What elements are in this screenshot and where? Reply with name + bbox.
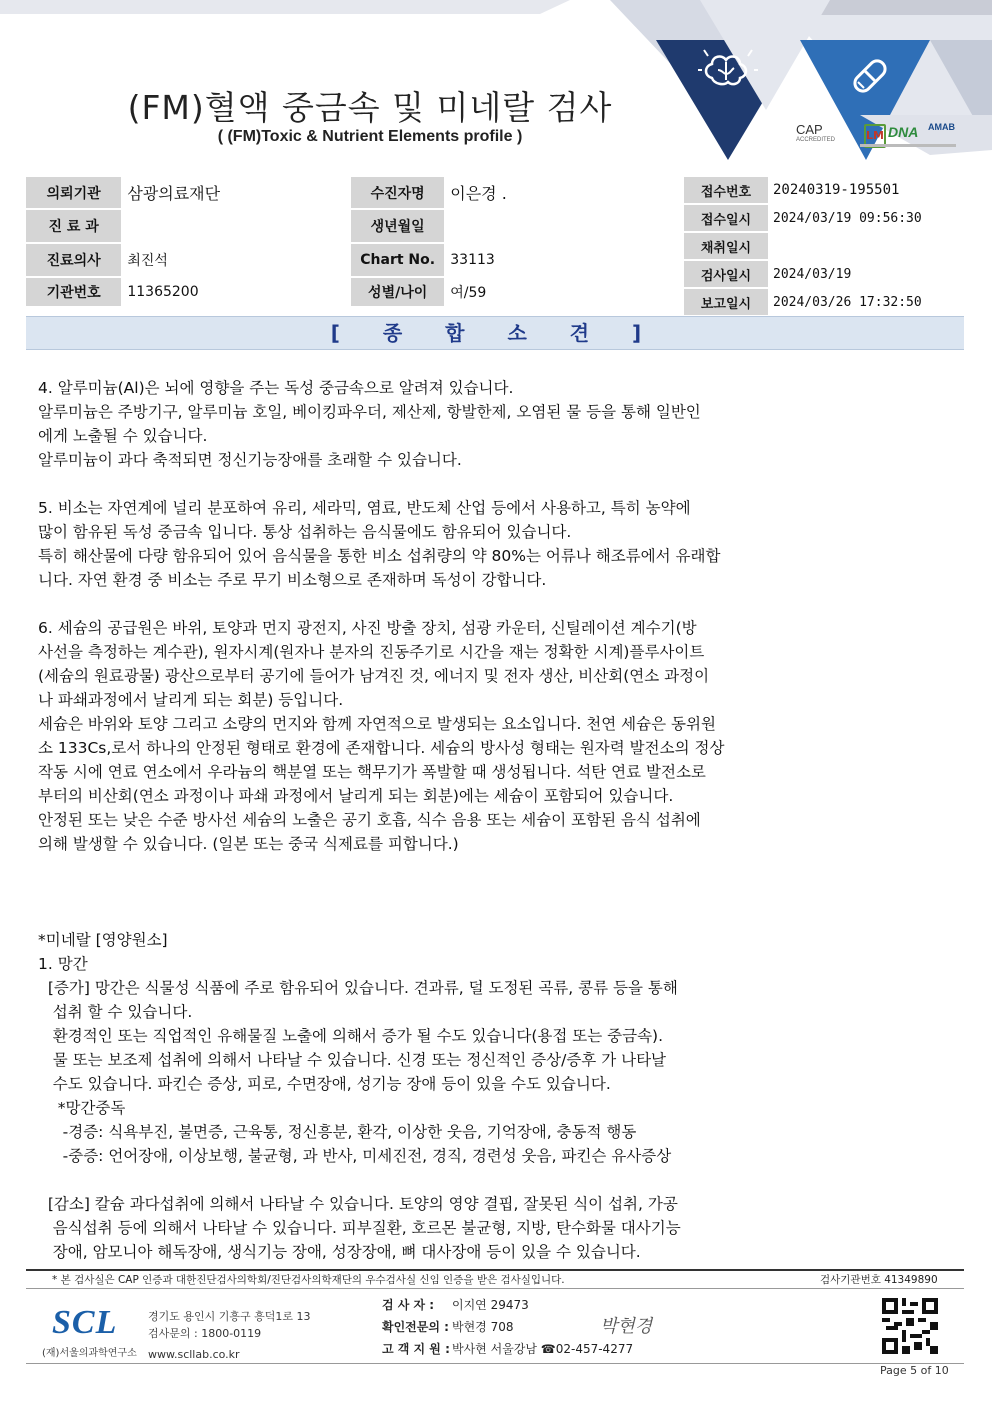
capsule-icon [846,52,894,100]
staff-value: 박현경 708 [452,1320,514,1334]
blank-line [38,856,938,880]
body-line: 사선을 측정하는 계수관), 원자시계(원자나 분자의 진동주기로 시간을 재는 정확한 시계)플루사이트 [38,643,705,661]
body-line: 6. 세슘의 공급원은 바위, 토양과 먼지 광전지, 사진 방출 장치, 섬광 카운터, 신틸레이션 계수기(방 [38,619,697,637]
body-line: 작동 시에 연료 연소에서 우라늄의 핵분열 또는 핵무기가 폭발할 때 생성됩니다. 석탄 연료 발전소로 [38,763,706,781]
staff-row [382,1294,633,1316]
body-line: 5. 비소는 자연계에 널리 분포하여 유리, 세라믹, 염료, 반도체 산업 등에서 사용하고, 특히 농약에 [38,499,691,517]
qr-code-icon [882,1298,938,1354]
body-line: 나 파쇄과정에서 날리게 되는 회분) 등입니다. [38,691,344,709]
amab-logo: AMAB [928,122,955,132]
body-line: 환경적인 또는 직업적인 유해물질 노출에 의해서 증가 될 수도 있습니다(용접 또는 중금속). [38,1027,664,1045]
receipt-value: 2024/03/26 17:32:50 [768,288,964,316]
body-line: 알루미늄은 주방기구, 알루미늄 호일, 베이킹파우더, 제산제, 항발한제, 오염된 물 등을 통해 일반인 [38,403,701,421]
lab-contact [148,1308,311,1363]
cap-logo: CAP ACCREDITED [796,122,836,143]
body-line: 알루미늄이 과다 축적되면 정신기능장애를 초래할 수 있습니다. [38,451,462,469]
logo-strip [860,144,956,147]
body-line: 1. 망간 [38,955,88,973]
accreditation-note: * 본 검사실은 CAP 인증과 대한진단검사의학회/진단검사의학재단의 우수검사실 신임 인증을 받은 검사실입니다. [52,1274,565,1286]
info-value: 최진석 [121,243,351,277]
receipt-row [684,260,964,288]
info-label: 진 료 과 [26,209,121,243]
receipt-label: 접수일시 [684,204,768,232]
staff-row [382,1338,633,1360]
body-line: 소 133Cs,로서 하나의 안정된 형태로 환경에 존재합니다. 세슘의 방사성 형태는 원자력 발전소의 정상 [38,739,725,757]
staff-value: 이지연 29473 [452,1298,529,1312]
page-number: Page 5 of 10 [880,1364,949,1377]
info-value: 이은경 . [444,177,674,209]
body-line: *미네랄 [영양원소] [38,931,168,949]
body-line: -경증: 식욕부진, 불면증, 근육통, 정신흥분, 환각, 이상한 웃음, 기억장애, 충동적 행동 [38,1123,637,1141]
info-label: 의뢰기관 [26,177,121,209]
staff-list [382,1294,633,1360]
staff-row [382,1316,633,1338]
info-row [26,277,674,307]
staff-label: 확인전문의 : [382,1320,449,1334]
page-title: (FM)혈액 중금속 및 미네랄 검사 [127,88,613,127]
body-line: 수도 있습니다. 파킨슨 증상, 피로, 수면장애, 성기능 장애 등이 있을 수도 있습니다. [38,1075,611,1093]
staff-label: 고 객 지 원 : [382,1342,450,1356]
info-value: 33113 [444,243,674,277]
receipt-label: 보고일시 [684,288,768,316]
footer-rule [26,1269,964,1271]
blank-line [38,880,938,904]
body-line: 많이 함유된 독성 중금속 입니다. 통상 섭취하는 음식물에도 함유되어 있습니다. [38,523,572,541]
staff-value: 박사현 서울강남 ☎02-457-4277 [452,1342,634,1356]
info-label: 생년월일 [351,209,444,243]
body-line: 세슘은 바위와 토양 그리고 소량의 먼지와 함께 자연적으로 발생되는 요소입니다. 천연 세슘은 동위원 [38,715,716,733]
body-line: [증가] 망간은 식물성 식품에 주로 함유되어 있습니다. 견과류, 덜 도정된 곡류, 콩류 등을 통해 [38,979,678,997]
body-line: 부터의 비산회(연소 과정이나 파쇄 과정에서 날리게 되는 회분)에는 세슘이 포함되어 있습니다. [38,787,674,805]
info-label: 성별/나이 [351,277,444,307]
info-row [26,243,674,277]
info-row [26,209,674,243]
report-body [38,376,938,1264]
body-line: 물 또는 보조제 섭취에 의해서 나타날 수 있습니다. 신경 또는 정신적인 증상/증후 가 나타날 [38,1051,667,1069]
info-value [444,209,674,243]
scl-logo: SCL [52,1304,118,1341]
blank-line [38,904,938,928]
lm-logo: LM [864,124,886,148]
info-label: Chart No. [351,243,444,277]
patient-info-table [26,177,674,311]
body-line: 음식섭취 등에 의해서 나타날 수 있습니다. 피부질환, 호르몬 불균형, 지방, 탄수화물 대사기능 [38,1219,681,1237]
lab-name: (재)서울의과학연구소 [42,1348,137,1359]
receipt-value [768,232,964,260]
lab-phone: 검사문의 : 1800-0119 [148,1327,262,1340]
staff-label: 검 사 자 : [382,1298,435,1312]
lab-website-link[interactable]: www.scllab.co.kr [148,1348,240,1361]
info-label: 진료의사 [26,243,121,277]
body-line: 안정된 또는 낮은 수준 방사선 세슘의 노출은 공기 호흡, 식수 음용 또는 세슘이 포함된 음식 섭취에 [38,811,701,829]
body-line: 섭취 할 수 있습니다. [38,1003,193,1021]
dna-logo: DNA [888,124,919,140]
blank-line [38,592,938,616]
receipt-info-table [684,177,964,317]
receipt-label: 채취일시 [684,232,768,260]
body-line: 의해 발생할 수 있습니다. (일본 또는 중국 식제료를 피합니다.) [38,835,459,853]
body-line: 4. 알루미늄(Al)은 뇌에 영향을 주는 독성 중금속으로 알려져 있습니다. [38,379,514,397]
page-subtitle: ( (FM)Toxic & Nutrient Elements profile ) [217,128,523,145]
body-line: 에게 노출될 수 있습니다. [38,427,208,445]
receipt-value: 2024/03/19 [768,260,964,288]
receipt-row [684,204,964,232]
info-label: 수진자명 [351,177,444,209]
info-value: 삼광의료재단 [121,177,351,209]
institution-code: 검사기관번호 41349890 [820,1274,938,1286]
receipt-label: 검사일시 [684,260,768,288]
body-line: 니다. 자연 환경 중 비소는 주로 무기 비소형으로 존재하며 독성이 강합니다. [38,571,547,589]
receipt-label: 접수번호 [684,177,768,204]
info-row [26,177,674,209]
receipt-row [684,288,964,316]
receipt-value: 2024/03/19 09:56:30 [768,204,964,232]
body-line: *망간중독 [38,1099,126,1117]
info-label: 기관번호 [26,277,121,307]
body-line: (세슘의 원료광물) 광산으로부터 공기에 들어가 남겨진 것, 에너지 및 전자 생산, 비산회(연소 과정이 [38,667,710,685]
signature: 박현경 [600,1316,653,1336]
blank-line [38,472,938,496]
body-line: 특히 해산물에 다량 함유되어 있어 음식물을 통한 비소 섭취량의 약 80%는 어류나 해조류에서 유래합 [38,547,721,565]
body-line: [감소] 칼슘 과다섭취에 의해서 나타날 수 있습니다. 토양의 영양 결핍, 잘못된 식이 섭취, 가공 [38,1195,678,1213]
body-line: -중증: 언어장애, 이상보행, 불균형, 과 반사, 미세진전, 경직, 경련성 웃음, 파킨슨 유사증상 [38,1147,672,1165]
body-line: 장애, 암모니아 해독장애, 생식기능 장애, 성장장애, 뼈 대사장애 등이 있을 수 있습니다. [38,1243,641,1261]
summary-heading: [ 종 합 소 견 ] [26,316,964,350]
accreditation-logos [796,116,956,152]
receipt-row [684,232,964,260]
info-value: 여/59 [444,277,674,307]
info-value: 11365200 [121,277,351,307]
blank-line [38,1168,938,1192]
receipt-value: 20240319-195501 [768,177,964,204]
info-value [121,209,351,243]
lab-address: 경기도 용인시 기흥구 흥덕1로 13 [148,1310,311,1323]
receipt-row [684,177,964,204]
